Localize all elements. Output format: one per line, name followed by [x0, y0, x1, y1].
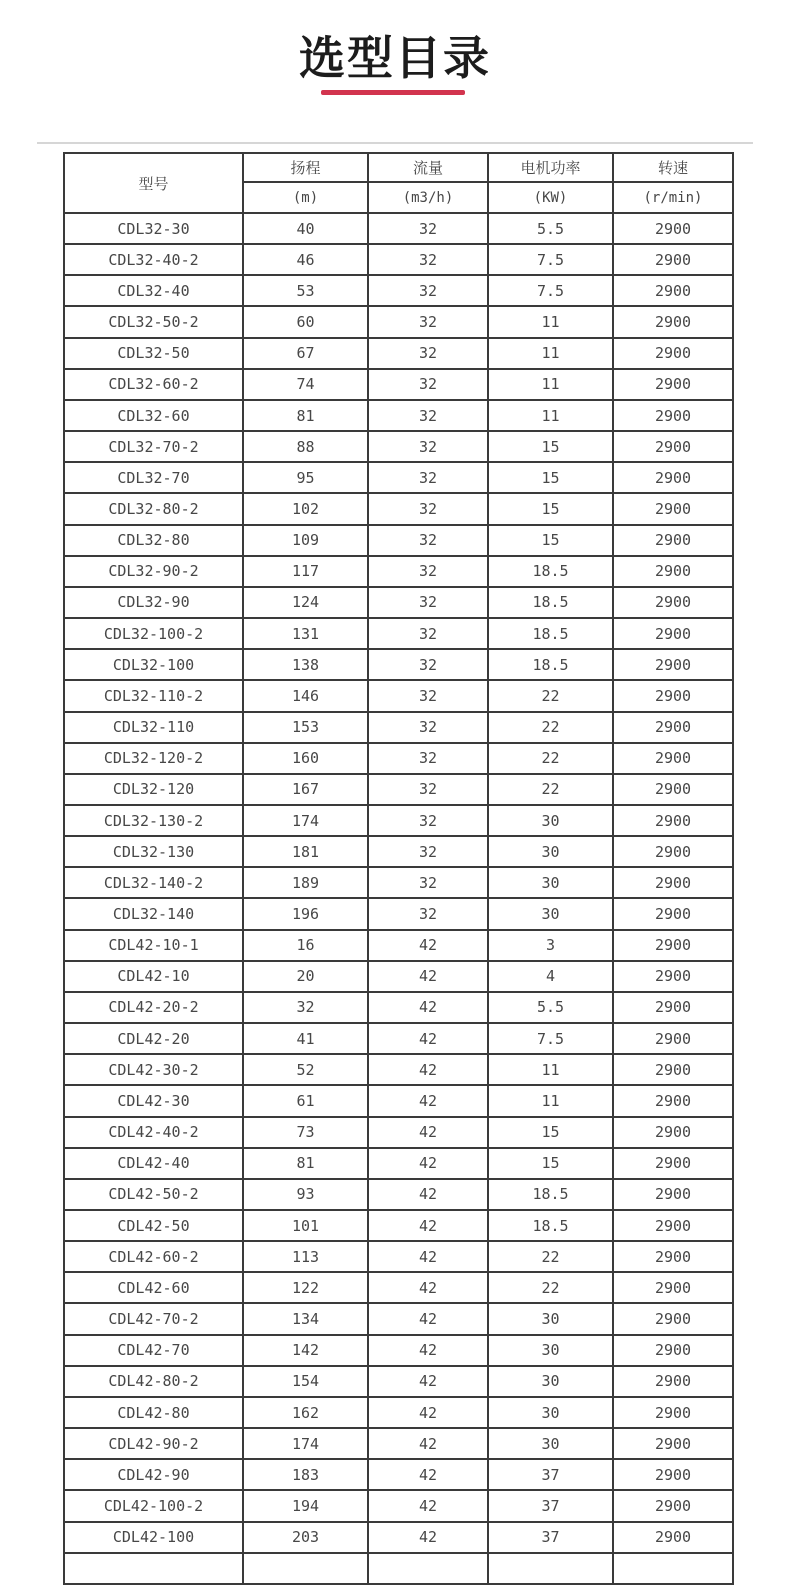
table-row — [64, 836, 733, 867]
cell-model: CDL32-70 — [64, 462, 243, 493]
cell-model: CDL32-90-2 — [64, 556, 243, 587]
cell-model: CDL32-120-2 — [64, 743, 243, 774]
cell-head: 174 — [243, 1428, 368, 1459]
cell-flow: 42 — [368, 1303, 488, 1334]
cell-power: 18.5 — [488, 587, 613, 618]
table-row — [64, 743, 733, 774]
cell-head: 109 — [243, 525, 368, 556]
cell-head: 20 — [243, 961, 368, 992]
cell-speed: 2900 — [613, 1303, 733, 1334]
cell-flow: 42 — [368, 1335, 488, 1366]
table-row — [64, 1303, 733, 1334]
cell-model: CDL32-40 — [64, 275, 243, 306]
table-row — [64, 213, 733, 244]
cell-empty — [488, 1553, 613, 1584]
column-unit-speed: (r/min) — [613, 182, 733, 213]
table-row — [64, 493, 733, 524]
cell-head: 162 — [243, 1397, 368, 1428]
cell-head: 61 — [243, 1085, 368, 1116]
cell-power: 30 — [488, 1366, 613, 1397]
cell-model: CDL32-90 — [64, 587, 243, 618]
cell-model: CDL32-60-2 — [64, 369, 243, 400]
column-header-speed: 转速 — [613, 153, 733, 182]
table-row — [64, 275, 733, 306]
cell-power: 11 — [488, 400, 613, 431]
cell-flow: 32 — [368, 306, 488, 337]
cell-power: 15 — [488, 462, 613, 493]
cell-speed: 2900 — [613, 1490, 733, 1521]
cell-head: 73 — [243, 1117, 368, 1148]
cell-power: 15 — [488, 1148, 613, 1179]
table-row — [64, 930, 733, 961]
table-row — [64, 1054, 733, 1085]
cell-flow: 42 — [368, 1272, 488, 1303]
table-row — [64, 1366, 733, 1397]
header-row-labels — [64, 153, 733, 182]
cell-empty — [64, 1553, 243, 1584]
cell-power: 30 — [488, 1428, 613, 1459]
table-row — [64, 680, 733, 711]
cell-head: 41 — [243, 1023, 368, 1054]
table-row — [64, 898, 733, 929]
cell-speed: 2900 — [613, 618, 733, 649]
cell-model: CDL32-80-2 — [64, 493, 243, 524]
table-row — [64, 400, 733, 431]
cell-model: CDL42-100-2 — [64, 1490, 243, 1521]
cell-head: 194 — [243, 1490, 368, 1521]
cell-model: CDL32-110 — [64, 712, 243, 743]
cell-speed: 2900 — [613, 493, 733, 524]
cell-flow: 32 — [368, 774, 488, 805]
cell-power: 18.5 — [488, 618, 613, 649]
cell-head: 167 — [243, 774, 368, 805]
cell-head: 46 — [243, 244, 368, 275]
table-row — [64, 587, 733, 618]
cell-flow: 42 — [368, 1210, 488, 1241]
cell-flow: 32 — [368, 213, 488, 244]
cell-speed: 2900 — [613, 743, 733, 774]
cell-flow: 42 — [368, 961, 488, 992]
cell-flow: 42 — [368, 1397, 488, 1428]
cell-head: 153 — [243, 712, 368, 743]
table-row — [64, 1148, 733, 1179]
cell-model: CDL32-130 — [64, 836, 243, 867]
cell-head: 67 — [243, 338, 368, 369]
cell-flow: 42 — [368, 1085, 488, 1116]
cell-power: 5.5 — [488, 992, 613, 1023]
column-unit-flow: (m3/h) — [368, 182, 488, 213]
table-row — [64, 1210, 733, 1241]
table-row — [64, 306, 733, 337]
cell-model: CDL42-80 — [64, 1397, 243, 1428]
table-row — [64, 1522, 733, 1553]
cell-power: 18.5 — [488, 1179, 613, 1210]
table-row — [64, 462, 733, 493]
cell-flow: 42 — [368, 1490, 488, 1521]
table-row — [64, 431, 733, 462]
cell-speed: 2900 — [613, 525, 733, 556]
cell-model: CDL42-50 — [64, 1210, 243, 1241]
cell-flow: 32 — [368, 338, 488, 369]
cell-speed: 2900 — [613, 1397, 733, 1428]
table-body — [64, 213, 733, 1584]
cell-head: 138 — [243, 649, 368, 680]
cell-model: CDL32-30 — [64, 213, 243, 244]
cell-power: 30 — [488, 1303, 613, 1334]
cell-flow: 32 — [368, 462, 488, 493]
table-row — [64, 1397, 733, 1428]
cell-speed: 2900 — [613, 1459, 733, 1490]
cell-power: 37 — [488, 1490, 613, 1521]
cell-power: 30 — [488, 836, 613, 867]
cell-model: CDL32-40-2 — [64, 244, 243, 275]
table-row — [64, 805, 733, 836]
cell-speed: 2900 — [613, 462, 733, 493]
cell-flow: 42 — [368, 1241, 488, 1272]
cell-power: 30 — [488, 898, 613, 929]
cell-speed: 2900 — [613, 556, 733, 587]
cell-head: 142 — [243, 1335, 368, 1366]
table-row — [64, 369, 733, 400]
cell-power: 11 — [488, 1054, 613, 1085]
cell-power: 11 — [488, 369, 613, 400]
cell-flow: 32 — [368, 712, 488, 743]
cell-speed: 2900 — [613, 1148, 733, 1179]
cell-flow: 32 — [368, 525, 488, 556]
cell-model: CDL32-80 — [64, 525, 243, 556]
cell-head: 88 — [243, 431, 368, 462]
cell-power: 11 — [488, 338, 613, 369]
cell-power: 22 — [488, 680, 613, 711]
table-row — [64, 649, 733, 680]
cell-flow: 32 — [368, 867, 488, 898]
cell-model: CDL42-60-2 — [64, 1241, 243, 1272]
cell-power: 18.5 — [488, 1210, 613, 1241]
cell-speed: 2900 — [613, 867, 733, 898]
cell-power: 22 — [488, 743, 613, 774]
column-header-power: 电机功率 — [488, 153, 613, 182]
cell-model: CDL42-60 — [64, 1272, 243, 1303]
table-row — [64, 1428, 733, 1459]
cell-power: 22 — [488, 712, 613, 743]
cell-power: 7.5 — [488, 244, 613, 275]
cell-model: CDL32-120 — [64, 774, 243, 805]
cell-model: CDL42-10-1 — [64, 930, 243, 961]
cell-flow: 32 — [368, 275, 488, 306]
cell-model: CDL42-10 — [64, 961, 243, 992]
cell-model: CDL32-70-2 — [64, 431, 243, 462]
table-row — [64, 1085, 733, 1116]
cell-speed: 2900 — [613, 275, 733, 306]
cell-power: 18.5 — [488, 556, 613, 587]
cell-flow: 32 — [368, 743, 488, 774]
cell-speed: 2900 — [613, 836, 733, 867]
cell-flow: 32 — [368, 556, 488, 587]
column-header-model: 型号 — [64, 153, 243, 213]
cell-model: CDL42-30 — [64, 1085, 243, 1116]
cell-speed: 2900 — [613, 774, 733, 805]
column-unit-head: (m) — [243, 182, 368, 213]
table-row — [64, 556, 733, 587]
cell-model: CDL42-90-2 — [64, 1428, 243, 1459]
cell-power: 7.5 — [488, 1023, 613, 1054]
cell-head: 113 — [243, 1241, 368, 1272]
cell-model: CDL42-40 — [64, 1148, 243, 1179]
cell-flow: 42 — [368, 1459, 488, 1490]
table-row — [64, 961, 733, 992]
cell-head: 81 — [243, 1148, 368, 1179]
cell-speed: 2900 — [613, 1023, 733, 1054]
cell-head: 74 — [243, 369, 368, 400]
cell-head: 81 — [243, 400, 368, 431]
cell-head: 16 — [243, 930, 368, 961]
cell-empty — [243, 1553, 368, 1584]
cell-flow: 32 — [368, 400, 488, 431]
cell-head: 189 — [243, 867, 368, 898]
cell-flow: 32 — [368, 618, 488, 649]
table-row — [64, 1335, 733, 1366]
cell-model: CDL42-50-2 — [64, 1179, 243, 1210]
cell-speed: 2900 — [613, 306, 733, 337]
cell-model: CDL32-50 — [64, 338, 243, 369]
table-row — [64, 1241, 733, 1272]
cell-power: 11 — [488, 306, 613, 337]
cell-head: 53 — [243, 275, 368, 306]
cell-speed: 2900 — [613, 805, 733, 836]
cell-empty — [613, 1553, 733, 1584]
cell-flow: 42 — [368, 930, 488, 961]
cell-head: 124 — [243, 587, 368, 618]
cell-model: CDL32-110-2 — [64, 680, 243, 711]
cell-model: CDL32-140-2 — [64, 867, 243, 898]
cell-power: 22 — [488, 1272, 613, 1303]
table-row — [64, 1490, 733, 1521]
table-row — [64, 712, 733, 743]
table-row — [64, 338, 733, 369]
cell-model: CDL32-140 — [64, 898, 243, 929]
cell-power: 15 — [488, 493, 613, 524]
cell-power: 7.5 — [488, 275, 613, 306]
cell-model: CDL42-20-2 — [64, 992, 243, 1023]
cell-power: 30 — [488, 867, 613, 898]
table-row — [64, 1023, 733, 1054]
cell-flow: 42 — [368, 1148, 488, 1179]
table-row — [64, 1117, 733, 1148]
cell-flow: 42 — [368, 1117, 488, 1148]
cell-flow: 42 — [368, 1054, 488, 1085]
cell-speed: 2900 — [613, 1366, 733, 1397]
cell-power: 37 — [488, 1522, 613, 1553]
cell-speed: 2900 — [613, 1272, 733, 1303]
cell-flow: 32 — [368, 805, 488, 836]
cell-head: 181 — [243, 836, 368, 867]
cell-head: 101 — [243, 1210, 368, 1241]
cell-power: 18.5 — [488, 649, 613, 680]
cell-power: 11 — [488, 1085, 613, 1116]
cell-speed: 2900 — [613, 587, 733, 618]
cell-power: 30 — [488, 1397, 613, 1428]
cell-flow: 32 — [368, 431, 488, 462]
table-row — [64, 1179, 733, 1210]
cell-speed: 2900 — [613, 712, 733, 743]
section-divider-line — [37, 142, 753, 144]
cell-head: 183 — [243, 1459, 368, 1490]
cell-flow: 42 — [368, 1428, 488, 1459]
cell-model: CDL32-100-2 — [64, 618, 243, 649]
cell-speed: 2900 — [613, 1179, 733, 1210]
cell-power: 30 — [488, 805, 613, 836]
column-unit-power: (KW) — [488, 182, 613, 213]
cell-flow: 42 — [368, 1366, 488, 1397]
table-header — [64, 153, 733, 213]
pump-selection-table — [63, 152, 734, 1585]
partial-row — [64, 1553, 733, 1584]
cell-head: 196 — [243, 898, 368, 929]
cell-speed: 2900 — [613, 930, 733, 961]
cell-speed: 2900 — [613, 1085, 733, 1116]
cell-power: 3 — [488, 930, 613, 961]
cell-speed: 2900 — [613, 961, 733, 992]
cell-speed: 2900 — [613, 244, 733, 275]
cell-power: 4 — [488, 961, 613, 992]
cell-head: 131 — [243, 618, 368, 649]
cell-model: CDL42-100 — [64, 1522, 243, 1553]
cell-speed: 2900 — [613, 680, 733, 711]
title-underline — [321, 90, 465, 95]
cell-speed: 2900 — [613, 1335, 733, 1366]
cell-head: 32 — [243, 992, 368, 1023]
table-row — [64, 992, 733, 1023]
cell-flow: 32 — [368, 836, 488, 867]
cell-flow: 32 — [368, 244, 488, 275]
table-row — [64, 1272, 733, 1303]
table-row — [64, 1459, 733, 1490]
cell-power: 22 — [488, 774, 613, 805]
cell-model: CDL32-60 — [64, 400, 243, 431]
cell-speed: 2900 — [613, 1054, 733, 1085]
cell-head: 154 — [243, 1366, 368, 1397]
cell-speed: 2900 — [613, 992, 733, 1023]
cell-flow: 32 — [368, 587, 488, 618]
cell-model: CDL32-100 — [64, 649, 243, 680]
cell-head: 93 — [243, 1179, 368, 1210]
cell-model: CDL32-50-2 — [64, 306, 243, 337]
cell-power: 15 — [488, 431, 613, 462]
column-header-flow: 流量 — [368, 153, 488, 182]
cell-flow: 32 — [368, 649, 488, 680]
cell-power: 22 — [488, 1241, 613, 1272]
cell-head: 40 — [243, 213, 368, 244]
cell-speed: 2900 — [613, 213, 733, 244]
cell-speed: 2900 — [613, 1210, 733, 1241]
cell-model: CDL32-130-2 — [64, 805, 243, 836]
cell-power: 15 — [488, 525, 613, 556]
table-row — [64, 525, 733, 556]
cell-model: CDL42-40-2 — [64, 1117, 243, 1148]
cell-head: 146 — [243, 680, 368, 711]
cell-flow: 32 — [368, 369, 488, 400]
cell-speed: 2900 — [613, 649, 733, 680]
cell-model: CDL42-20 — [64, 1023, 243, 1054]
cell-power: 37 — [488, 1459, 613, 1490]
cell-speed: 2900 — [613, 400, 733, 431]
cell-model: CDL42-30-2 — [64, 1054, 243, 1085]
cell-speed: 2900 — [613, 369, 733, 400]
cell-flow: 32 — [368, 493, 488, 524]
cell-flow: 42 — [368, 1179, 488, 1210]
page-title: 选型目录 — [299, 32, 491, 84]
cell-speed: 2900 — [613, 1428, 733, 1459]
cell-head: 134 — [243, 1303, 368, 1334]
cell-power: 30 — [488, 1335, 613, 1366]
cell-head: 52 — [243, 1054, 368, 1085]
cell-flow: 42 — [368, 1023, 488, 1054]
cell-head: 174 — [243, 805, 368, 836]
cell-model: CDL42-70 — [64, 1335, 243, 1366]
table-row — [64, 244, 733, 275]
cell-speed: 2900 — [613, 1522, 733, 1553]
cell-speed: 2900 — [613, 1241, 733, 1272]
cell-flow: 32 — [368, 680, 488, 711]
column-header-head: 扬程 — [243, 153, 368, 182]
cell-speed: 2900 — [613, 1117, 733, 1148]
cell-power: 15 — [488, 1117, 613, 1148]
table-row — [64, 618, 733, 649]
cell-speed: 2900 — [613, 898, 733, 929]
table-row — [64, 867, 733, 898]
cell-flow: 42 — [368, 992, 488, 1023]
cell-model: CDL42-80-2 — [64, 1366, 243, 1397]
cell-flow: 32 — [368, 898, 488, 929]
cell-head: 102 — [243, 493, 368, 524]
cell-head: 117 — [243, 556, 368, 587]
cell-speed: 2900 — [613, 431, 733, 462]
cell-model: CDL42-90 — [64, 1459, 243, 1490]
cell-flow: 42 — [368, 1522, 488, 1553]
cell-head: 122 — [243, 1272, 368, 1303]
cell-head: 95 — [243, 462, 368, 493]
cell-model: CDL42-70-2 — [64, 1303, 243, 1334]
cell-power: 5.5 — [488, 213, 613, 244]
cell-head: 60 — [243, 306, 368, 337]
cell-speed: 2900 — [613, 338, 733, 369]
cell-head: 203 — [243, 1522, 368, 1553]
cell-head: 160 — [243, 743, 368, 774]
table-row — [64, 774, 733, 805]
cell-empty — [368, 1553, 488, 1584]
